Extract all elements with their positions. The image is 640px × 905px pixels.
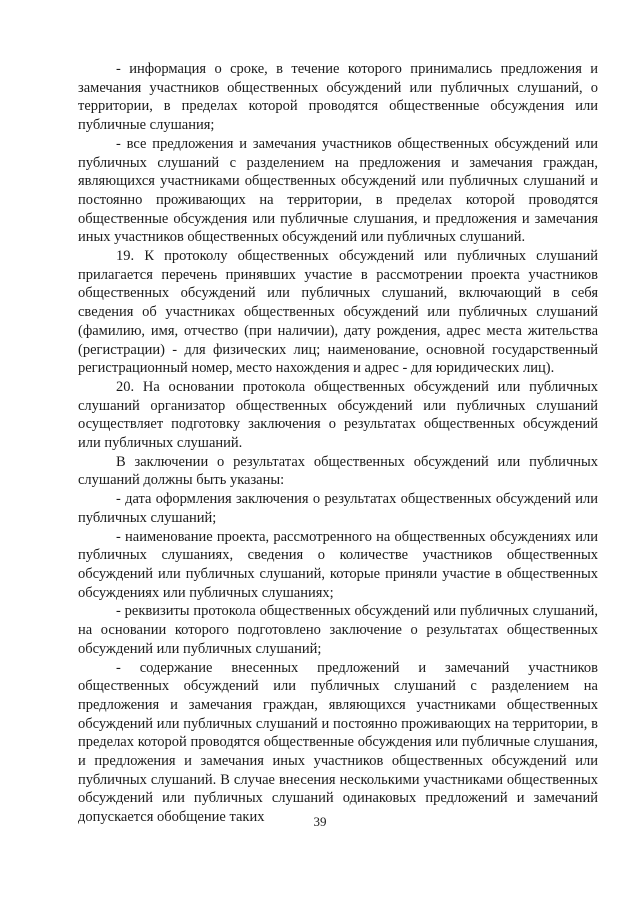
paragraph: - содержание внесенных предложений и замечаний участников общественных обсуждений или публичных слушаний с разделением на предложения и замечания граждан, являющихся участниками общественных обсуждений или публичных слушаний и постоянно проживающих на территории, в пределах которой проводятся общественные обсуждения или публичные слушания, и предложения и замечания иных участников общественных обсуждений или публичных слушаний. В случае внесения несколькими участниками общественных обсуждений или публичных слушаний одинаковых предложений и замечаний допускается обобщение таких — [78, 659, 598, 826]
paragraph: - наименование проекта, рассмотренного на общественных обсуждениях или публичных слушаниях, сведения о количестве участников общественных обсуждений или публичных слушаний, которые приняли участие в общественных обсуждениях или публичных слушаниях; — [78, 528, 598, 601]
paragraph: - все предложения и замечания участников общественных обсуждений или публичных слушаний с разделением на предложения и замечания граждан, являющихся участниками общественных обсуждений или публичных слушаний и постоянно проживающих на территории, в пределах которой проводятся общественные обсуждения или публичные слушания, и предложения и замечания иных участников общественных обсуждений или публичных слушаний. — [78, 135, 598, 246]
paragraph: 19. К протоколу общественных обсуждений или публичных слушаний прилагается перечень принявших участие в рассмотрении проекта участников общественных обсуждений или публичных слушаний, включающий в себя сведения об участниках общественных обсуждений или публичных слушаний (фамилию, имя, отчество (при наличии), дату рождения, адрес места жительства (регистрации) - для физических лиц; наименование, основной государственный регистрационный номер, место нахождения и адрес - для юридических лиц). — [78, 248, 598, 377]
paragraph: - информация о сроке, в течение которого принимались предложения и замечания участников общественных обсуждений или публичных слушаний, о территории, в пределах которой проводятся общественные обсуждения или публичные слушания; — [78, 61, 598, 134]
paragraph: - реквизиты протокола общественных обсуждений или публичных слушаний, на основании которого подготовлено заключение о результатах общественных обсуждений или публичных слушаний; — [78, 603, 598, 657]
paragraph: - дата оформления заключения о результатах общественных обсуждений или публичных слушаний; — [78, 491, 598, 526]
paragraph: 20. На основании протокола общественных обсуждений или публичных слушаний организатор общественных обсуждений или публичных слушаний осуществляет подготовку заключения о результатах общественных обсуждений или публичных слушаний. — [78, 378, 598, 452]
paragraph: В заключении о результатах общественных обсуждений или публичных слушаний должны быть указаны: — [78, 453, 598, 489]
body-text — [78, 60, 598, 827]
page-number: 39 — [313, 814, 327, 829]
